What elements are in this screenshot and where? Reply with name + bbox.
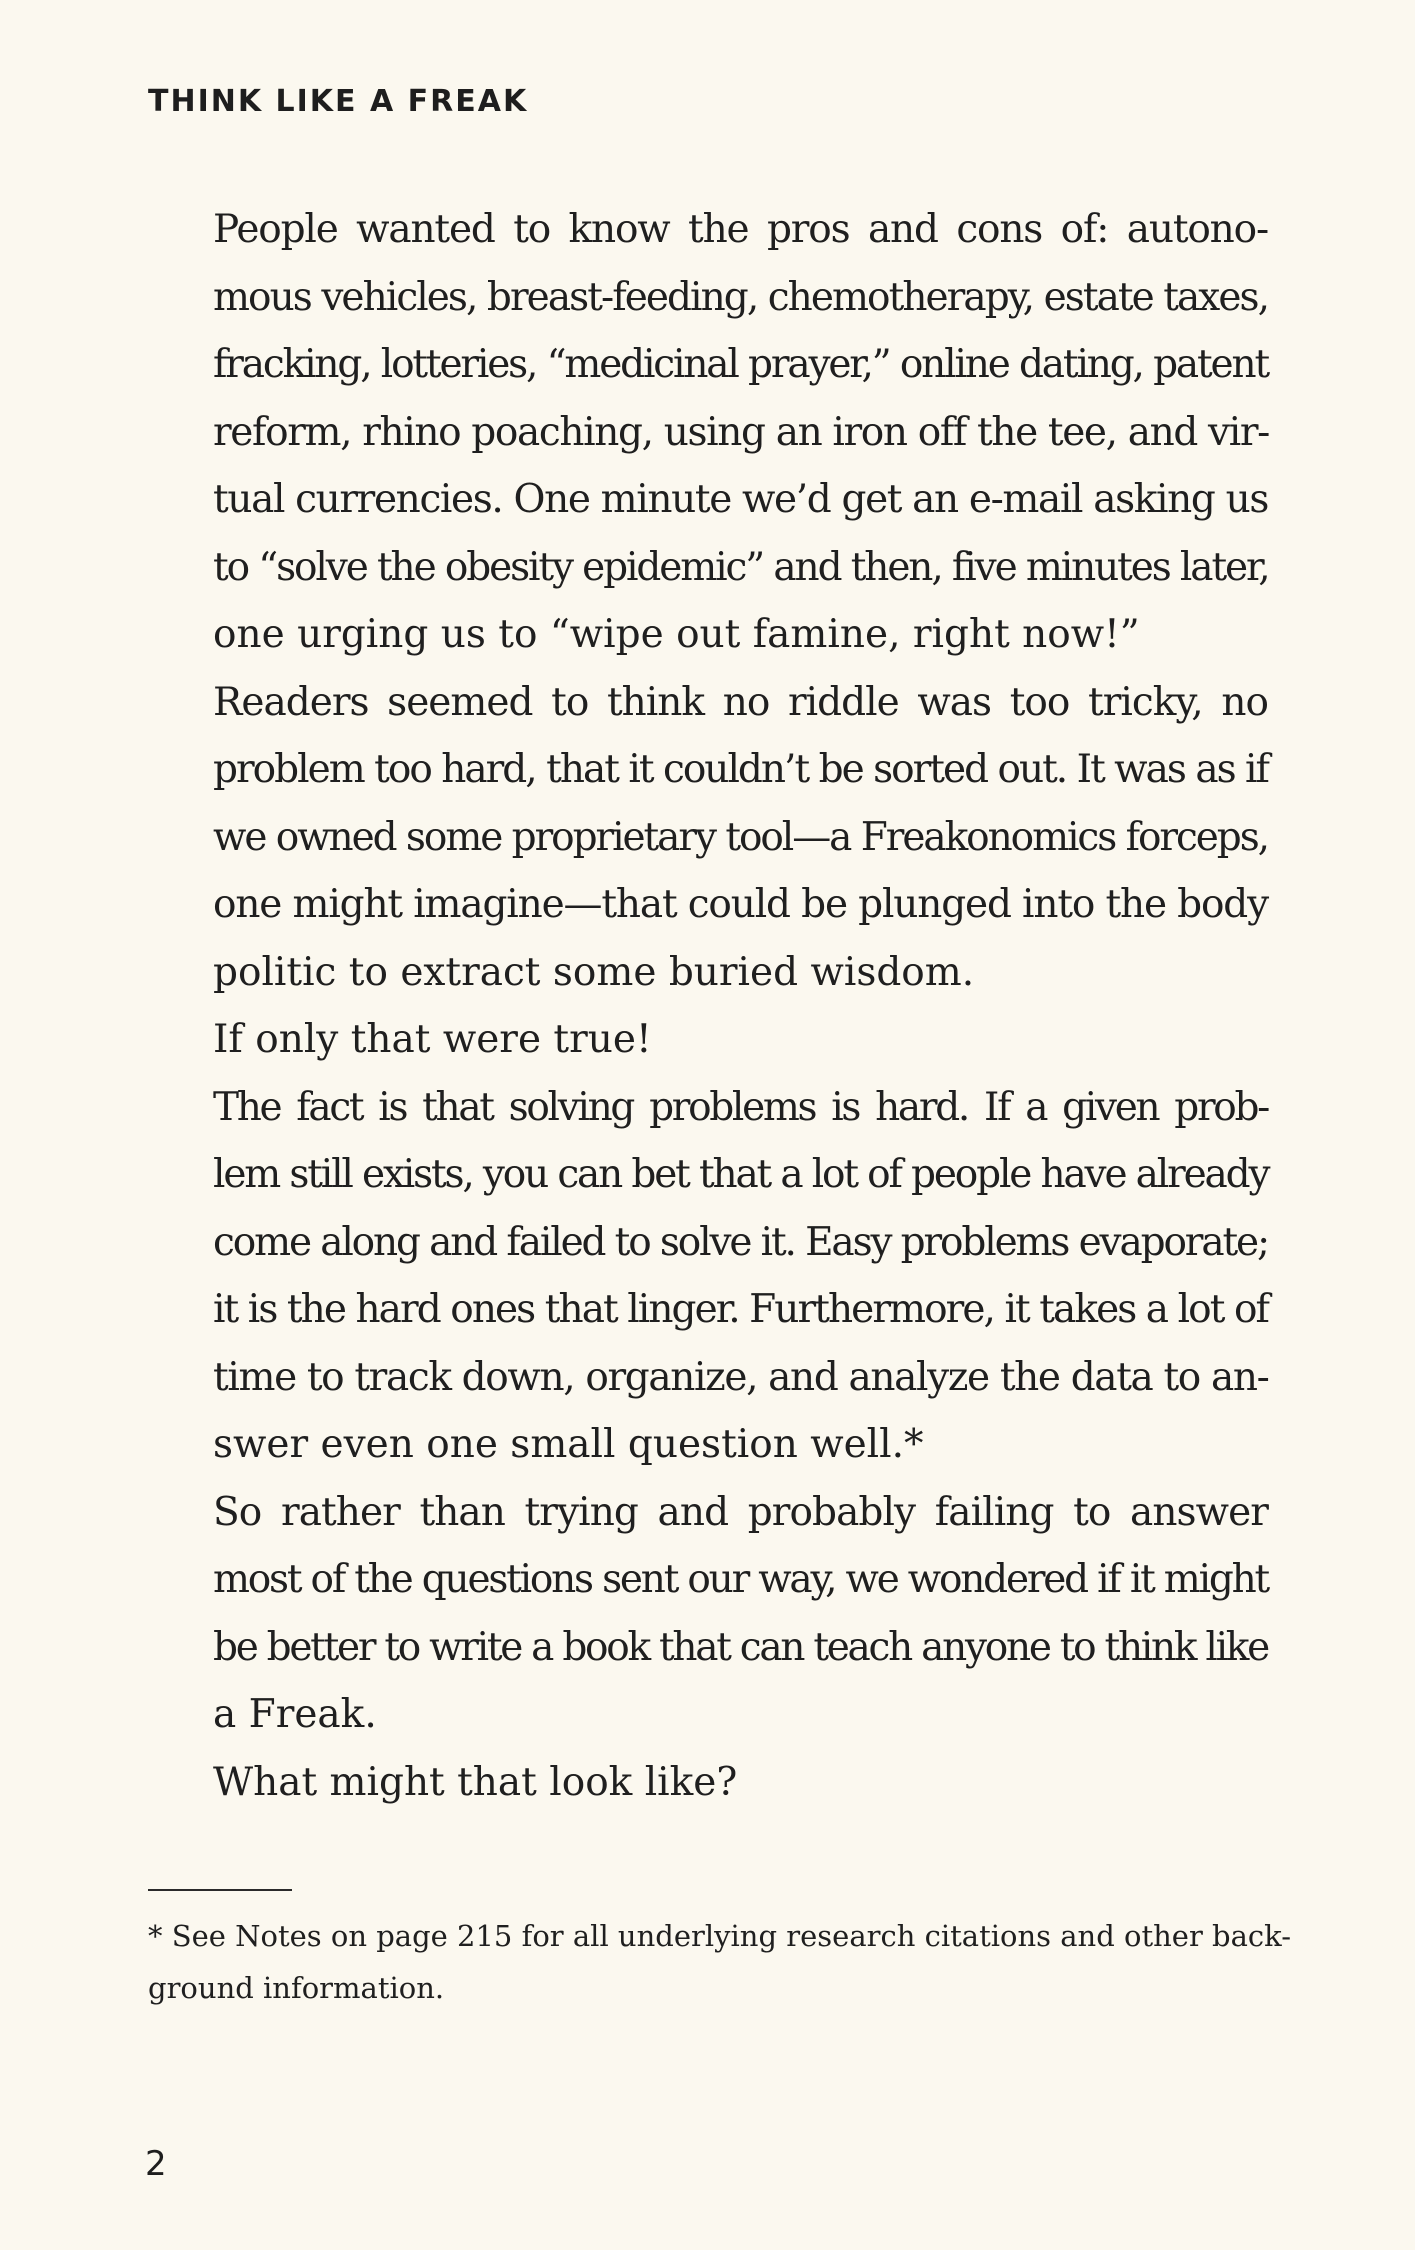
paragraph	[148, 1749, 1268, 1817]
text-line: mous vehicles, breast-feeding, chemotherapy, estate taxes,	[213, 274, 1269, 320]
text-line: time to track down, organize, and analyze the data to an-	[213, 1354, 1269, 1400]
text-line: one might imagine—that could be plunged into the body	[213, 882, 1268, 927]
text-line: we owned some proprietary tool—a Freakonomics forceps,	[213, 814, 1268, 860]
text-line: politic to extract some buried wisdom.	[213, 949, 975, 995]
footnote-rule	[148, 1889, 292, 1891]
text-line: Readers seemed to think no riddle was too tricky, no	[213, 679, 1268, 725]
paragraph	[148, 196, 1268, 669]
footnote	[148, 1910, 1291, 2014]
paragraph	[148, 1479, 1268, 1749]
footnote-line: ground information.	[148, 1971, 445, 2005]
text-line: swer even one small question well.*	[213, 1422, 924, 1467]
text-line: it is the hard ones that linger. Furthermore, it takes a lot of	[213, 1287, 1269, 1332]
footnote-line: * See Notes on page 215 for all underlying research citations and other back-	[148, 1919, 1291, 1953]
text-line: What might that look like?	[213, 1759, 738, 1805]
text-line: a Freak.	[213, 1692, 377, 1737]
text-line: problem too hard, that it couldn’t be sorted out. It was as if	[213, 747, 1268, 792]
text-line: So rather than trying and probably failing to answer	[213, 1489, 1268, 1535]
text-line: If only that were true!	[213, 1017, 652, 1062]
text-line: to “solve the obesity epidemic” and then, five minutes later,	[213, 544, 1269, 590]
text-line: most of the questions sent our way, we wondered if it might	[213, 1557, 1268, 1602]
text-line: fracking, lotteries, “medicinal prayer,” online dating, patent	[213, 342, 1268, 387]
text-line: come along and failed to solve it. Easy problems evaporate;	[213, 1219, 1268, 1265]
body-text	[148, 196, 1268, 1816]
running-head: THINK LIKE A FREAK	[148, 84, 529, 119]
paragraph	[148, 669, 1268, 1007]
text-line: reform, rhino poaching, using an iron off the tee, and vir-	[213, 409, 1269, 455]
page-number: 2	[145, 2144, 167, 2184]
text-line: tual currencies. One minute we’d get an e-mail asking us	[213, 477, 1268, 522]
paragraph	[148, 1074, 1268, 1479]
text-line: one urging us to “wipe out famine, right now!”	[213, 612, 1140, 657]
text-line: The fact is that solving problems is hard. If a given prob-	[213, 1084, 1268, 1130]
paragraph	[148, 1006, 1268, 1074]
text-line: lem still exists, you can bet that a lot of people have already	[213, 1152, 1269, 1197]
text-line: be better to write a book that can teach anyone to think like	[213, 1624, 1268, 1670]
text-line: People wanted to know the pros and cons of: autono-	[213, 207, 1268, 252]
